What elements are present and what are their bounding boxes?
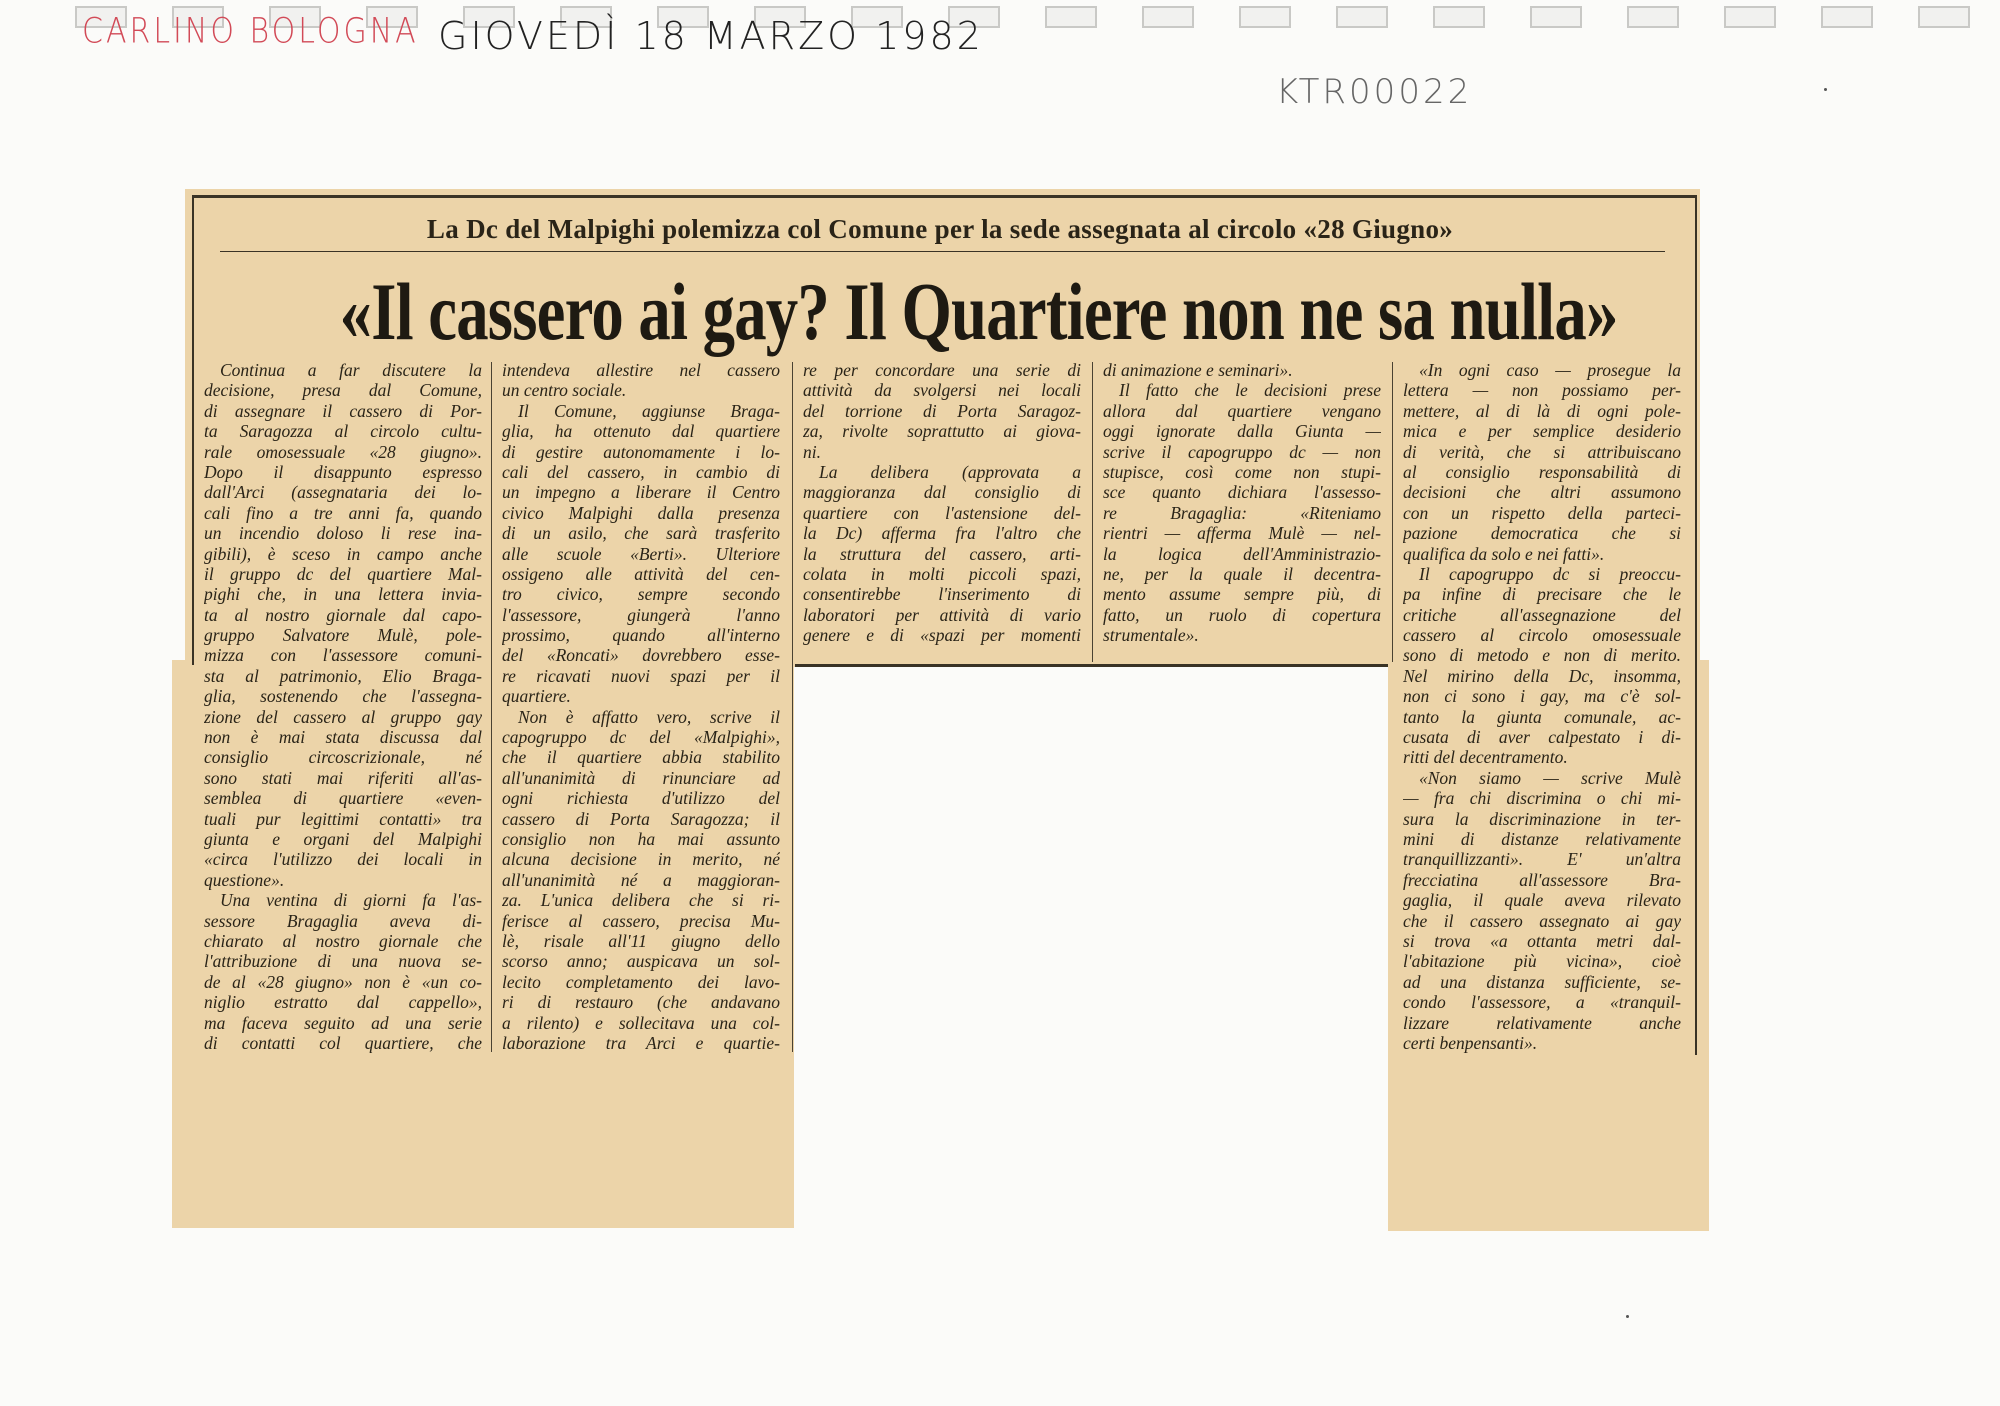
- text-line: capogruppo dc del «Malpighi»,: [502, 727, 780, 748]
- text-line: gaglia, il quale aveva rilevato: [1403, 890, 1681, 911]
- text-line: «In ogni caso — prosegue la: [1419, 360, 1681, 380]
- text-line: consentirebbe l'inserimento di: [803, 584, 1081, 605]
- text-line: che il quartiere abbia stabilito: [502, 747, 780, 768]
- text-line: strumentale».: [1103, 625, 1199, 646]
- text-line: tuali pur legittimi contatti» tra: [204, 808, 482, 829]
- text-line: de al «28 giugno» non è «un co-: [204, 971, 482, 992]
- bottom-rule: [795, 664, 1388, 667]
- text-line: allora dal quartiere vengano: [1103, 400, 1381, 421]
- binder-tab: [1239, 6, 1291, 28]
- text-line: all'unanimità di rinunciare ad: [502, 767, 780, 788]
- binder-tab: [1433, 6, 1485, 28]
- text-line: condo l'assessore, a «tranquil-: [1403, 992, 1681, 1013]
- text-line: pazione democratica che si: [1403, 523, 1681, 544]
- text-line: il gruppo dc del quartiere Mal-: [204, 563, 482, 584]
- text-line: cassero al circolo omosessuale: [1403, 625, 1681, 646]
- text-line: Dopo il disappunto espresso: [204, 461, 482, 482]
- archive-code: KTR00022: [1276, 72, 1473, 112]
- text-line: ad una distanza sufficiente, se-: [1403, 971, 1681, 992]
- text-line: intendeva allestire nel cassero: [502, 360, 780, 380]
- text-line: qualifica da solo e nei fatti».: [1403, 543, 1605, 564]
- text-line: consiglio non ha mai assunto: [502, 828, 780, 849]
- text-line: ni.: [803, 441, 821, 462]
- text-line: «circa l'utilizzo dei locali in: [204, 849, 482, 870]
- text-line: Il Comune, aggiunse Braga-: [518, 400, 780, 421]
- text-line: di contatti col quartiere, che: [204, 1032, 482, 1053]
- text-line: di un asilo, che sarà trasferito: [502, 523, 780, 544]
- article-column-2: [502, 360, 780, 1053]
- text-line: mizza con l'assessore comuni-: [204, 645, 482, 666]
- text-line: ferisce al cassero, precisa Mu-: [502, 910, 780, 931]
- article-column-5: [1403, 360, 1681, 1053]
- text-line: prossimo, quando all'interno: [502, 625, 780, 646]
- binder-tab: [1724, 6, 1776, 28]
- text-line: lecito completamento dei lavo-: [502, 971, 780, 992]
- text-line: ritti del decentramento.: [1403, 747, 1568, 768]
- binder-tab: [1627, 6, 1679, 28]
- text-line: sta al patrimonio, Elio Braga-: [204, 665, 482, 686]
- text-line: re ricavati nuovi spazi per il: [502, 665, 780, 686]
- text-line: re Bragaglia: «Riteniamo: [1103, 502, 1381, 523]
- text-line: tanto la giunta comunale, ac-: [1403, 706, 1681, 727]
- column-rule: [491, 362, 492, 1052]
- text-line: Non è affatto vero, scrive il: [518, 706, 780, 727]
- text-line: quartiere con l'astensione del-: [803, 502, 1081, 523]
- text-line: con un rispetto della parteci-: [1403, 502, 1681, 523]
- article-column-1: [204, 360, 482, 1053]
- text-line: niglio estratto dal cappello»,: [204, 992, 482, 1013]
- text-line: tranquillizzanti». E' un'altra: [1403, 849, 1681, 870]
- text-line: zione del cassero al gruppo gay: [204, 706, 482, 727]
- text-line: rale omosessuale «28 giugno».: [204, 441, 482, 462]
- text-line: mettere, al di là di ogni pole-: [1403, 400, 1681, 421]
- column-rule: [1392, 362, 1393, 662]
- text-line: scrive il capogruppo dc — non: [1103, 441, 1381, 462]
- text-line: la Dc) afferma fra l'altro che: [803, 523, 1081, 544]
- text-line: sce quanto dichiara l'assesso-: [1103, 482, 1381, 503]
- text-line: ta al nostro giornale dal capo-: [204, 604, 482, 625]
- text-line: glia, ha ottenuto dal quartiere: [502, 421, 780, 442]
- text-line: decisioni che altri assumono: [1403, 482, 1681, 503]
- binder-tab: [1336, 6, 1388, 28]
- text-line: un impegno a liberare il Centro: [502, 482, 780, 503]
- kicker-rule: [220, 251, 1665, 252]
- text-line: un centro sociale.: [502, 380, 627, 401]
- text-line: glia, sostenendo che l'assegna-: [204, 686, 482, 707]
- text-line: colata in molti piccoli spazi,: [803, 563, 1081, 584]
- text-line: Una ventina di giorni fa l'as-: [220, 890, 482, 911]
- paragraph: [1403, 360, 1681, 564]
- text-line: mica e per semplice desiderio: [1403, 421, 1681, 442]
- article-column-3: [803, 360, 1081, 645]
- text-line: si trova «a ottanta metri dal-: [1403, 930, 1681, 951]
- text-line: del torrione di Porta Saragoz-: [803, 400, 1081, 421]
- text-line: che il cassero assegnato ai gay: [1403, 910, 1681, 931]
- text-line: Il capogruppo dc si preoccu-: [1419, 563, 1681, 584]
- text-line: a rilento) e sollecitava una col-: [502, 1012, 780, 1033]
- text-line: gibili), è sceso in campo anche: [204, 543, 482, 564]
- text-line: La delibera (approvata a: [819, 461, 1081, 482]
- text-line: laborazione tra Arci e quartie-: [502, 1032, 780, 1053]
- text-line: sura la discriminazione in ter-: [1403, 808, 1681, 829]
- text-line: di gestire autonomamente i lo-: [502, 441, 780, 462]
- text-line: lizzare relativamente anche: [1403, 1012, 1681, 1033]
- text-line: critiche all'assegnazione del: [1403, 604, 1681, 625]
- text-line: mento assume sempre più, di: [1103, 584, 1381, 605]
- text-line: ossigeno alle attività del cen-: [502, 563, 780, 584]
- paragraph: [1103, 360, 1381, 380]
- text-line: rientri — afferma Mulè — nel-: [1103, 523, 1381, 544]
- text-line: scorso anno; auspicava un sol-: [502, 951, 780, 972]
- text-line: sessore Bragaglia aveva di-: [204, 910, 482, 931]
- top-rule: [192, 195, 1697, 198]
- source-annotation: CARLINO BOLOGNA: [82, 11, 419, 52]
- text-line: cusata di aver calpestato i di-: [1403, 727, 1681, 748]
- paragraph: [502, 707, 780, 1054]
- text-line: giunta e organi del Malpighi: [204, 828, 482, 849]
- text-line: decisione, presa dal Comune,: [204, 380, 482, 401]
- binder-tab: [1045, 6, 1097, 28]
- text-line: l'abitazione più vicina», cioè: [1403, 951, 1681, 972]
- text-line: l'assessore, giungerà l'anno: [502, 604, 780, 625]
- text-line: stupisce, così come non stupi-: [1103, 461, 1381, 482]
- text-line: alcuna decisione in merito, né: [502, 849, 780, 870]
- text-line: za, rivolte soprattutto ai giova-: [803, 421, 1081, 442]
- paragraph: [1403, 768, 1681, 1053]
- paragraph: [502, 360, 780, 401]
- text-line: di verità, che si attribuiscano: [1403, 441, 1681, 462]
- text-line: questione».: [204, 869, 285, 890]
- article-kicker: La Dc del Malpighi polemizza col Comune per la sede assegnata al circolo «28 Giugno»: [426, 214, 1454, 244]
- text-line: di assegnare il cassero di Por-: [204, 400, 482, 421]
- text-line: attività da svolgersi nei locali: [803, 380, 1081, 401]
- paragraph: [204, 890, 482, 1053]
- text-line: gruppo Salvatore Mulè, pole-: [204, 625, 482, 646]
- column-rule: [1092, 362, 1093, 662]
- text-line: sono di metodo e non di merito.: [1403, 645, 1681, 666]
- article-column-4: [1103, 360, 1381, 645]
- text-line: pa infine di precisare che le: [1403, 584, 1681, 605]
- text-line: genere e di «spazi per momenti: [803, 625, 1081, 646]
- paragraph: [502, 401, 780, 707]
- text-line: semblea di quartiere «even-: [204, 788, 482, 809]
- binder-tab: [1142, 6, 1194, 28]
- text-line: lettera — non possiamo per-: [1403, 380, 1681, 401]
- text-line: sono stati mai riferiti all'as-: [204, 767, 482, 788]
- text-line: ri di restauro (che andavano: [502, 992, 780, 1013]
- text-line: chiarato al nostro giornale che: [204, 930, 482, 951]
- text-line: mini di distanze relativamente: [1403, 828, 1681, 849]
- paragraph: [803, 360, 1081, 462]
- text-line: Continua a far discutere la: [220, 360, 482, 380]
- paragraph: [204, 360, 482, 890]
- text-line: la logica dell'Amministrazio-: [1103, 543, 1381, 564]
- text-line: consiglio circoscrizionale, né: [204, 747, 482, 768]
- text-line: oggi ignorate dalla Giunta —: [1103, 421, 1381, 442]
- text-line: ma faceva seguito ad una serie: [204, 1012, 482, 1033]
- text-line: la struttura del cassero, arti-: [803, 543, 1081, 564]
- column-rule: [792, 362, 793, 1052]
- text-line: all'unanimità né a maggioran-: [502, 869, 780, 890]
- text-line: quartiere.: [502, 686, 571, 707]
- text-line: ne, per la quale il decentra-: [1103, 563, 1381, 584]
- text-line: dall'Arci (assegnataria dei lo-: [204, 482, 482, 503]
- text-line: «Non siamo — scrive Mulè: [1419, 767, 1681, 788]
- text-line: ta Saragozza al circolo cultu-: [204, 421, 482, 442]
- text-line: cali fino a tre anni fa, quando: [204, 502, 482, 523]
- speck: [1626, 1315, 1629, 1318]
- paragraph: [1103, 380, 1381, 645]
- text-line: alle scuole «Berti». Ulteriore: [502, 543, 780, 564]
- text-line: frecciatina all'assessore Bra-: [1403, 869, 1681, 890]
- text-line: maggioranza dal consiglio di: [803, 482, 1081, 503]
- text-line: lè, risale all'11 giugno dello: [502, 930, 780, 951]
- text-line: non è mai stata discussa dal: [204, 727, 482, 748]
- text-line: cali del cassero, in cambio di: [502, 461, 780, 482]
- text-line: tro civico, sempre secondo: [502, 584, 780, 605]
- text-line: — fra chi discrimina o chi mi-: [1403, 788, 1681, 809]
- article-headline: «Il cassero ai gay? Il Quartiere non ne sa nulla»: [339, 266, 1618, 357]
- text-line: del «Roncati» dovrebbero esse-: [502, 645, 780, 666]
- binder-tab: [1821, 6, 1873, 28]
- text-line: civico Malpighi dalla presenza: [502, 502, 780, 523]
- text-line: Il fatto che le decisioni prese: [1119, 380, 1381, 401]
- binder-tab: [1530, 6, 1582, 28]
- text-line: non ci sono i gay, ma c'è sol-: [1403, 686, 1681, 707]
- date-annotation: GIOVEDÌ 18 MARZO 1982: [438, 14, 984, 58]
- text-line: ogni richiesta d'utilizzo del: [502, 788, 780, 809]
- text-line: un incendio doloso li rese ina-: [204, 523, 482, 544]
- left-border: [192, 195, 194, 665]
- text-line: fatto, un ruolo di copertura: [1103, 604, 1381, 625]
- text-line: pighi che, in una lettera invia-: [204, 584, 482, 605]
- paragraph: [803, 462, 1081, 646]
- text-line: al consiglio responsabilità di: [1403, 461, 1681, 482]
- speck: [1824, 88, 1827, 91]
- text-line: cassero di Porta Saragozza; il: [502, 808, 780, 829]
- paragraph: [1403, 564, 1681, 768]
- text-line: za. L'unica delibera che si ri-: [502, 890, 780, 911]
- text-line: l'attribuzione di una nuova se-: [204, 951, 482, 972]
- text-line: Nel mirino della Dc, insomma,: [1403, 665, 1681, 686]
- text-line: re per concordare una serie di: [803, 360, 1081, 380]
- text-line: laboratori per attività di vario: [803, 604, 1081, 625]
- binder-tab: [1918, 6, 1970, 28]
- text-line: di animazione e seminari».: [1103, 360, 1293, 380]
- right-border: [1695, 195, 1697, 1055]
- text-line: certi benpensanti».: [1403, 1032, 1538, 1053]
